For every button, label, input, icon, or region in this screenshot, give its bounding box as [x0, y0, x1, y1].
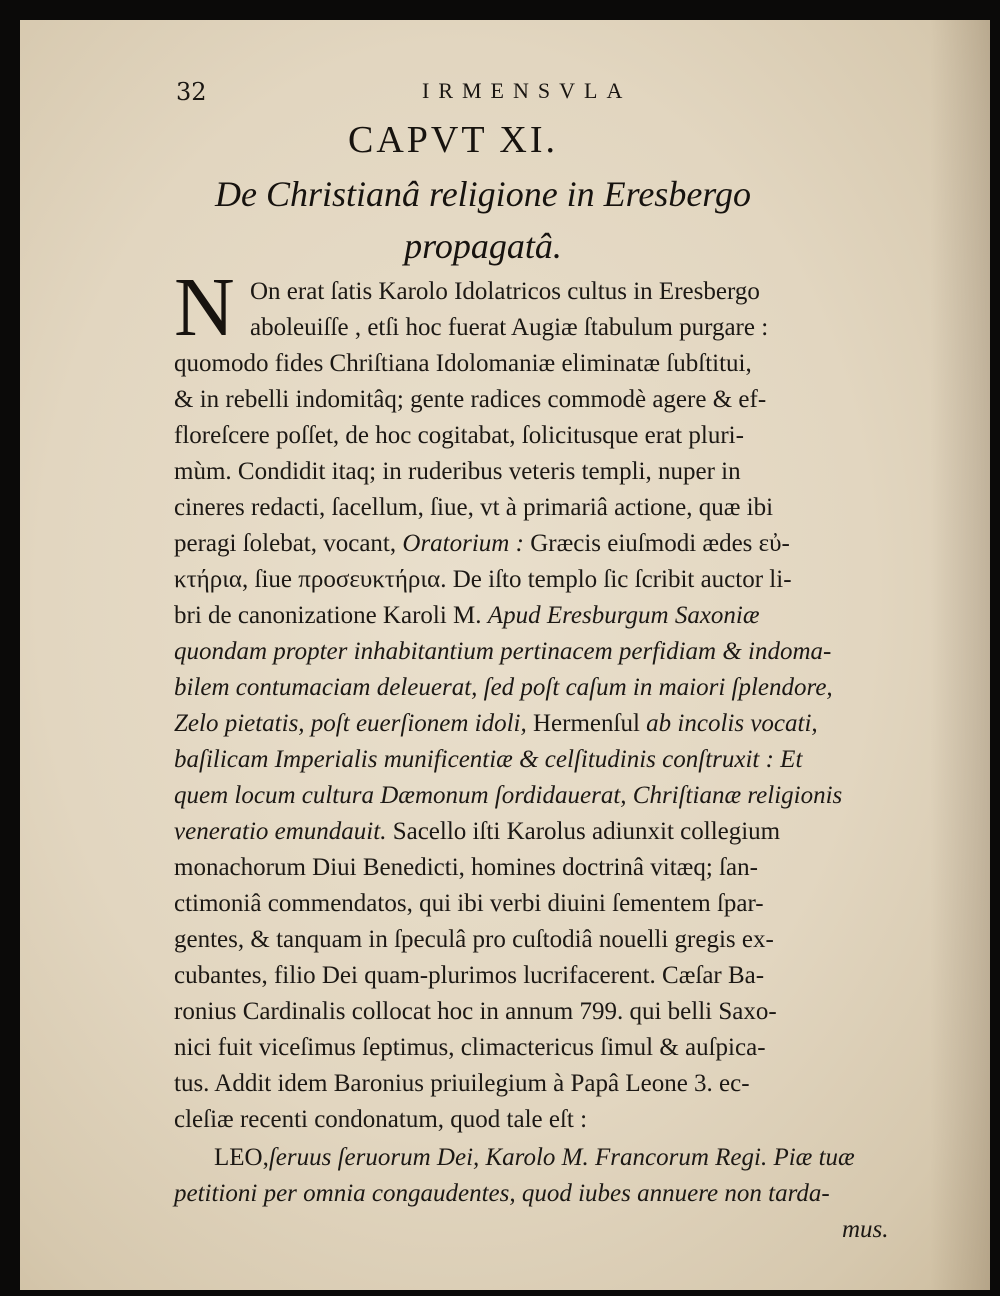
text-run: cineres redacti, ſacellum, ſiue, vt à primariâ actione, quæ ibi	[174, 494, 774, 521]
text-run: mùm. Condidit itaq; in ruderibus veteris templi, nuper in	[174, 458, 741, 485]
text-run: cubantes, filio Dei quam-plurimos lucrifacerent. Cæſar Ba-	[174, 962, 765, 989]
text-run: ctimoniâ commendatos, qui ibi verbi diuini ſementem ſpar-	[174, 890, 764, 917]
text-line	[174, 778, 886, 814]
book-page	[20, 20, 990, 1290]
italic-run: ab incolis vocati,	[639, 710, 818, 737]
text-line	[174, 490, 886, 526]
text-line	[174, 598, 886, 634]
text-run: gentes, & tanquam in ſpeculâ pro cuſtodiâ nouelli gregis ex-	[174, 926, 774, 953]
text-run: Sacello iſti Karolus adiunxit collegium	[386, 818, 781, 845]
text-line	[174, 850, 886, 886]
text-run: monachorum Diui Benedicti, homines doctrinâ vitæq; ſan-	[174, 854, 758, 881]
text-line	[174, 922, 886, 958]
page-fold-shadow	[930, 20, 990, 1290]
text-line	[174, 526, 886, 562]
text-line	[174, 670, 886, 706]
italic-run: Oratorium :	[402, 530, 524, 557]
text-run: ronius Cardinalis collocat hoc in annum 799. qui belli Saxo-	[174, 998, 777, 1025]
text-line	[174, 742, 886, 778]
page-number: 32	[176, 78, 207, 106]
text-line	[174, 886, 886, 922]
italic-run: ſeruus ſeruorum Dei, Karolo M. Francorum Regi. Piæ tuæ	[268, 1144, 855, 1171]
italic-run: quondam propter inhabitantium pertinacem perfidiam & indoma-	[174, 638, 832, 665]
letter-salutation: LEO,	[214, 1144, 269, 1171]
subtitle-line: propagatâ.	[404, 226, 562, 266]
text-run: quomodo fides Chriſtiana Idolomaniæ eliminatæ ſubſtitui,	[174, 350, 752, 377]
subtitle-line: De Christianâ religione in Eresbergo	[215, 174, 751, 214]
chapter-subtitle	[160, 168, 806, 272]
text-run: Hermenſul	[533, 710, 640, 737]
drop-capital: N	[174, 261, 235, 354]
text-line	[174, 634, 886, 670]
text-run: bri de canonizatione Karoli M.	[174, 602, 488, 629]
letter-line	[174, 1176, 886, 1212]
text-run: aboleuiſſe , etſi hoc fuerat Augiæ ſtabulum purgare :	[250, 314, 769, 341]
text-line	[174, 382, 886, 418]
text-run: tus. Addit idem Baronius priuilegium à Papâ Leone 3. ec-	[174, 1070, 750, 1097]
text-run: cleſiæ recenti condonatum, quod tale eſt :	[174, 1106, 588, 1133]
letter-line	[214, 1140, 855, 1176]
running-title: IRMENSVLA	[422, 78, 632, 103]
text-line	[174, 418, 886, 454]
italic-run: petitioni per omnia congaudentes, quod iubes annuere non tarda-	[174, 1180, 830, 1207]
text-line	[174, 346, 886, 382]
text-run: κτήρια, ſiue προσευκτήρια. De iſto templo ſic ſcribit auctor li-	[174, 566, 792, 593]
italic-run: veneratio emundauit.	[174, 818, 387, 845]
text-run: peragi ſolebat, vocant,	[174, 530, 403, 557]
text-run: & in rebelli indomitâq; gente radices commodè agere & ef-	[174, 386, 767, 413]
text-run: floreſcere poſſet, de hoc cogitabat, ſolicitusque erat pluri-	[174, 422, 744, 449]
text-line	[174, 1030, 886, 1066]
text-line	[174, 1066, 886, 1102]
italic-run: mus.	[842, 1216, 889, 1243]
text-run: Græcis eiuſmodi ædes εὐ-	[523, 530, 790, 557]
text-run: On erat ſatis Karolo Idolatricos cultus in Eresbergo	[250, 278, 760, 305]
text-line	[174, 454, 886, 490]
italic-run: Zelo pietatis, poſt euerſionem idoli,	[174, 710, 533, 737]
text-line	[250, 310, 768, 346]
text-run: nici fuit viceſimus ſeptimus, climactericus ſimul & auſpica-	[174, 1034, 766, 1061]
text-line	[174, 958, 886, 994]
text-line	[174, 994, 886, 1030]
text-line	[174, 1102, 886, 1138]
text-line	[250, 274, 760, 310]
text-line	[174, 562, 886, 598]
italic-run: bilem contumaciam deleuerat, ſed poſt caſum in maiori ſplendore,	[174, 674, 833, 701]
chapter-heading: CAPVT XI.	[348, 119, 558, 161]
text-line	[174, 814, 886, 850]
letter-line	[842, 1212, 889, 1248]
text-line	[174, 706, 886, 742]
italic-run: Apud Eresburgum Saxoniæ	[487, 602, 760, 629]
italic-run: baſilicam Imperialis munificentiæ & celſitudinis conſtruxit : Et	[174, 746, 803, 773]
italic-run: quem locum cultura Dæmonum ſordidauerat, Chriſtianæ religionis	[174, 782, 843, 809]
